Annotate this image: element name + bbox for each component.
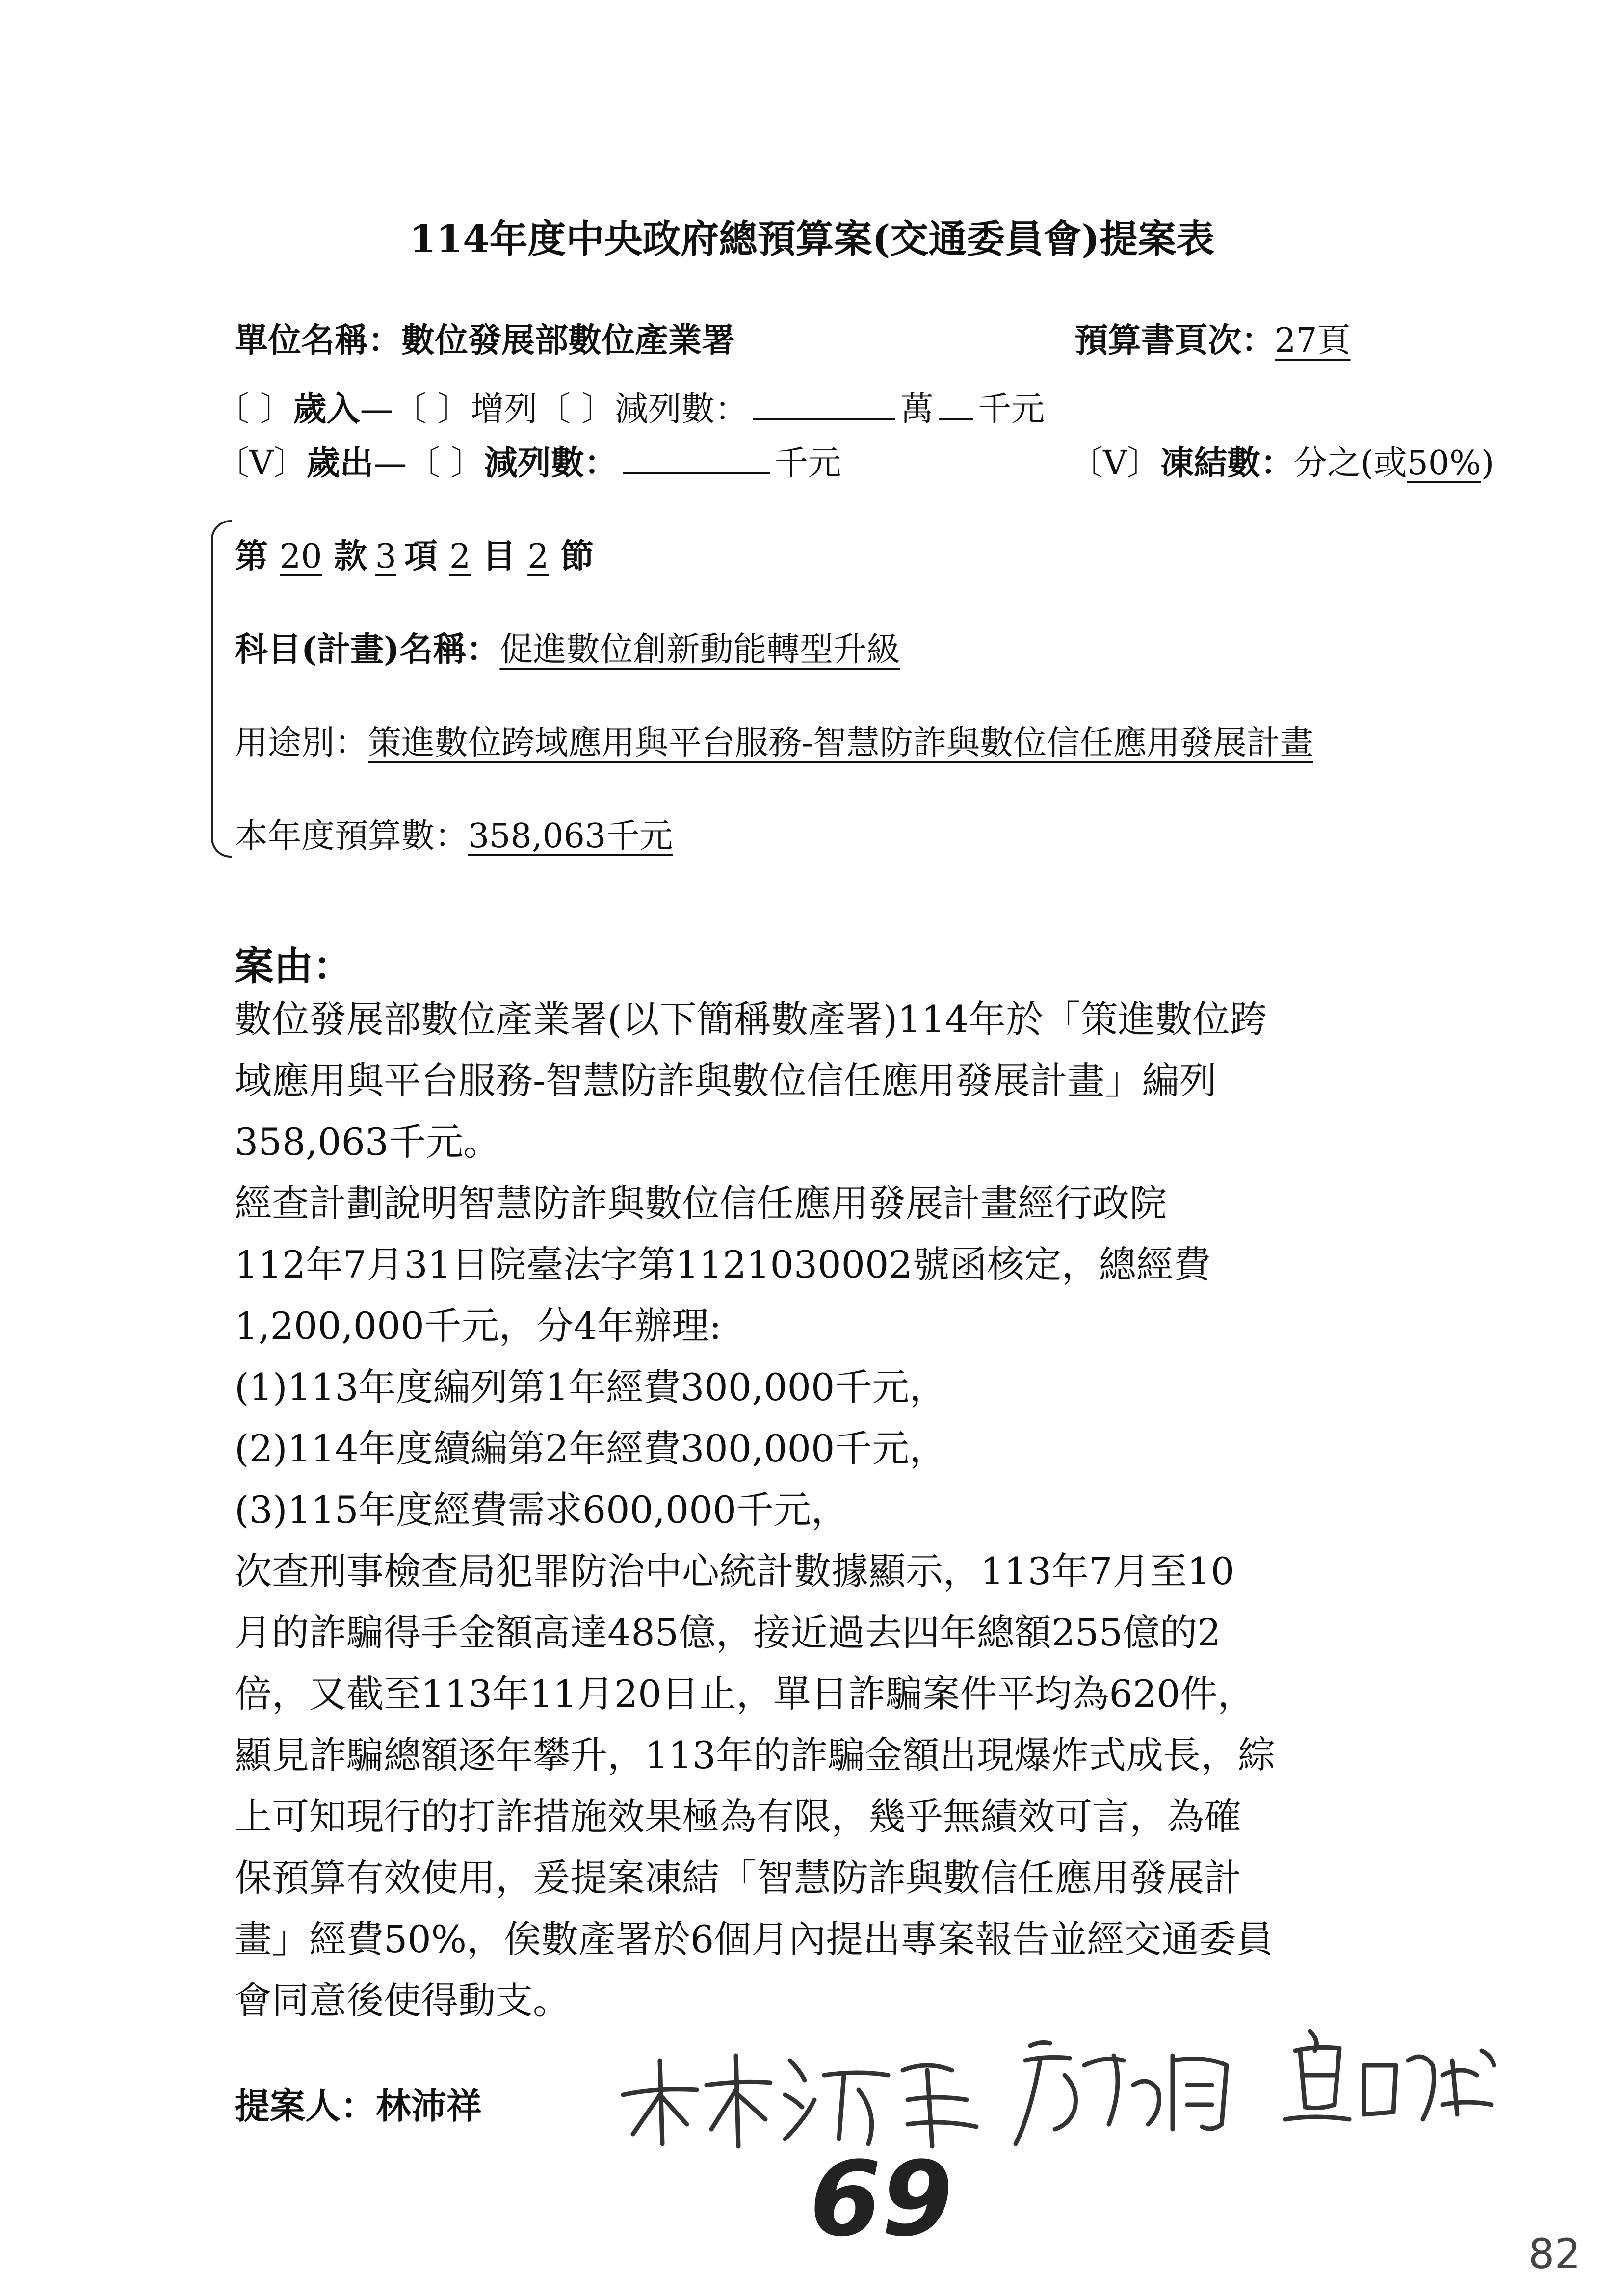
proposer-value: 林沛祥	[376, 2085, 482, 2127]
reason-line: 次查刑事檢查局犯罪防治中心統計數據顯示，113年7月至10	[235, 1549, 1235, 1593]
page-mark: 82	[1528, 2230, 1581, 2278]
freeze-value: 50%	[1407, 444, 1481, 483]
freeze-line	[1070, 437, 1494, 484]
reason-line: (2)114年度續編第2年經費300,000千元，	[235, 1427, 947, 1470]
subject-label: 科目(計畫)名稱：	[235, 630, 500, 669]
section-xiang: 項	[404, 537, 438, 576]
revenue-line	[216, 383, 1045, 430]
freeze-suffix: )	[1481, 444, 1494, 483]
section-jie-number: 2	[527, 537, 549, 576]
revenue-add-checkbox: 〔 〕	[393, 390, 471, 429]
section-xiang-number: 3	[375, 537, 396, 576]
annual-budget-row	[235, 809, 673, 857]
section-jie: 節	[560, 537, 594, 576]
reason-body	[235, 989, 1491, 2031]
reason-line: 畫」經費50%，俟數產署於6個月內提出專案報告並經交通委員	[235, 1917, 1274, 1961]
purpose-value: 策進數位跨域應用與平台服務-智慧防詐與數位信任應用發展計畫	[368, 724, 1313, 762]
unit-value: 數位發展部數位產業署	[401, 321, 735, 360]
subject-value: 促進數位創新動能轉型升級	[499, 630, 900, 669]
unit-row	[235, 314, 735, 362]
reason-line: 數位發展部數位產業署(以下簡稱數產署)114年於「策進數位跨	[235, 997, 1267, 1041]
reason-line: 經查計劃說明智慧防詐與數位信任應用發展計畫經行政院	[235, 1181, 1167, 1225]
revenue-checkbox: 〔 〕	[216, 390, 293, 429]
expense-unit-qian: 千元	[774, 444, 841, 483]
revenue-cut-blank	[753, 417, 895, 420]
expense-cut-blank	[623, 470, 770, 474]
revenue-label: 歲入	[293, 390, 360, 429]
reason-line: (3)115年度經費需求600,000千元，	[235, 1488, 848, 1532]
revenue-cut-checkbox: 〔 〕	[537, 390, 615, 429]
expense-dash: —	[373, 444, 407, 483]
revenue-cut-label: 減列數：	[614, 390, 748, 429]
signature-3	[1276, 2021, 1501, 2139]
reason-line: 112年7月31日院臺法字第1121030002號函核定，總經費	[235, 1243, 1211, 1286]
section-di: 第	[235, 537, 268, 576]
budget-page-row	[1074, 314, 1351, 362]
purpose-label: 用途別：	[235, 724, 368, 762]
reason-line: 上可知現行的打詐措施效果極為有限，幾乎無績效可言，為確	[235, 1795, 1241, 1838]
freeze-checkbox: 〔V〕	[1070, 444, 1161, 483]
proposer-row	[235, 2078, 482, 2129]
reason-line: 倍，又截至113年11月20日止，單日詐騙案件平均為620件，	[235, 1672, 1255, 1716]
section-mu: 目	[482, 537, 516, 576]
revenue-add-label: 增列	[471, 390, 538, 429]
expense-cut-checkbox: 〔 〕	[407, 444, 484, 483]
signature-2	[1011, 2026, 1266, 2154]
handwritten-number: 69	[810, 2139, 953, 2259]
proposer-label: 提案人：	[235, 2085, 376, 2127]
section-bracket	[211, 520, 232, 858]
expense-label: 歲出	[307, 444, 374, 483]
section-kuan: 款	[334, 537, 367, 576]
expense-checkbox: 〔V〕	[216, 444, 307, 483]
revenue-unit-blank	[939, 417, 973, 420]
section-kuan-number: 20	[280, 537, 322, 576]
signature-1	[613, 2041, 996, 2154]
reason-line: 顯見詐騙總額逐年攀升，113年的詐騙金額出現爆炸式成長，綜	[235, 1733, 1276, 1777]
reason-line: 月的詐騙得手金額高達485億，接近過去四年總額255億的2	[235, 1611, 1221, 1654]
reason-line: 保預算有效使用，爰提案凍結「智慧防詐與數信任應用發展計	[235, 1856, 1241, 1900]
freeze-prefix: 分之(或	[1294, 444, 1407, 483]
purpose-row	[235, 716, 1313, 764]
section-mu-number: 2	[449, 537, 471, 576]
subject-row	[235, 623, 900, 671]
revenue-dash: —	[360, 390, 393, 429]
expense-line	[216, 437, 841, 484]
expense-cut-label: 減列數：	[484, 444, 618, 483]
budget-page-label: 預算書頁次：	[1074, 321, 1275, 360]
section-row	[235, 530, 594, 577]
reason-line: 358,063千元。	[235, 1120, 501, 1164]
freeze-label: 凍結數：	[1160, 444, 1294, 483]
unit-label: 單位名稱：	[235, 321, 402, 360]
annual-budget-value: 358,063千元	[468, 817, 673, 856]
reason-line: 域應用與平台服務-智慧防詐與數位信任應用發展計畫」編列	[235, 1059, 1217, 1102]
revenue-unit-qian: 千元	[977, 390, 1045, 429]
reason-line: 會同意後使得動支。	[235, 1979, 570, 2022]
reason-heading: 案由：	[235, 943, 352, 989]
budget-page-value: 27頁	[1275, 321, 1351, 360]
page-title: 114年度中央政府總預算案(交通委員會)提案表	[409, 217, 1215, 261]
annual-budget-label: 本年度預算數：	[235, 817, 469, 856]
reason-line: (1)113年度編列第1年經費300,000千元，	[235, 1365, 947, 1409]
reason-line: 1,200,000千元，分4年辦理:	[235, 1304, 722, 1348]
revenue-unit-wan: 萬	[900, 390, 934, 429]
